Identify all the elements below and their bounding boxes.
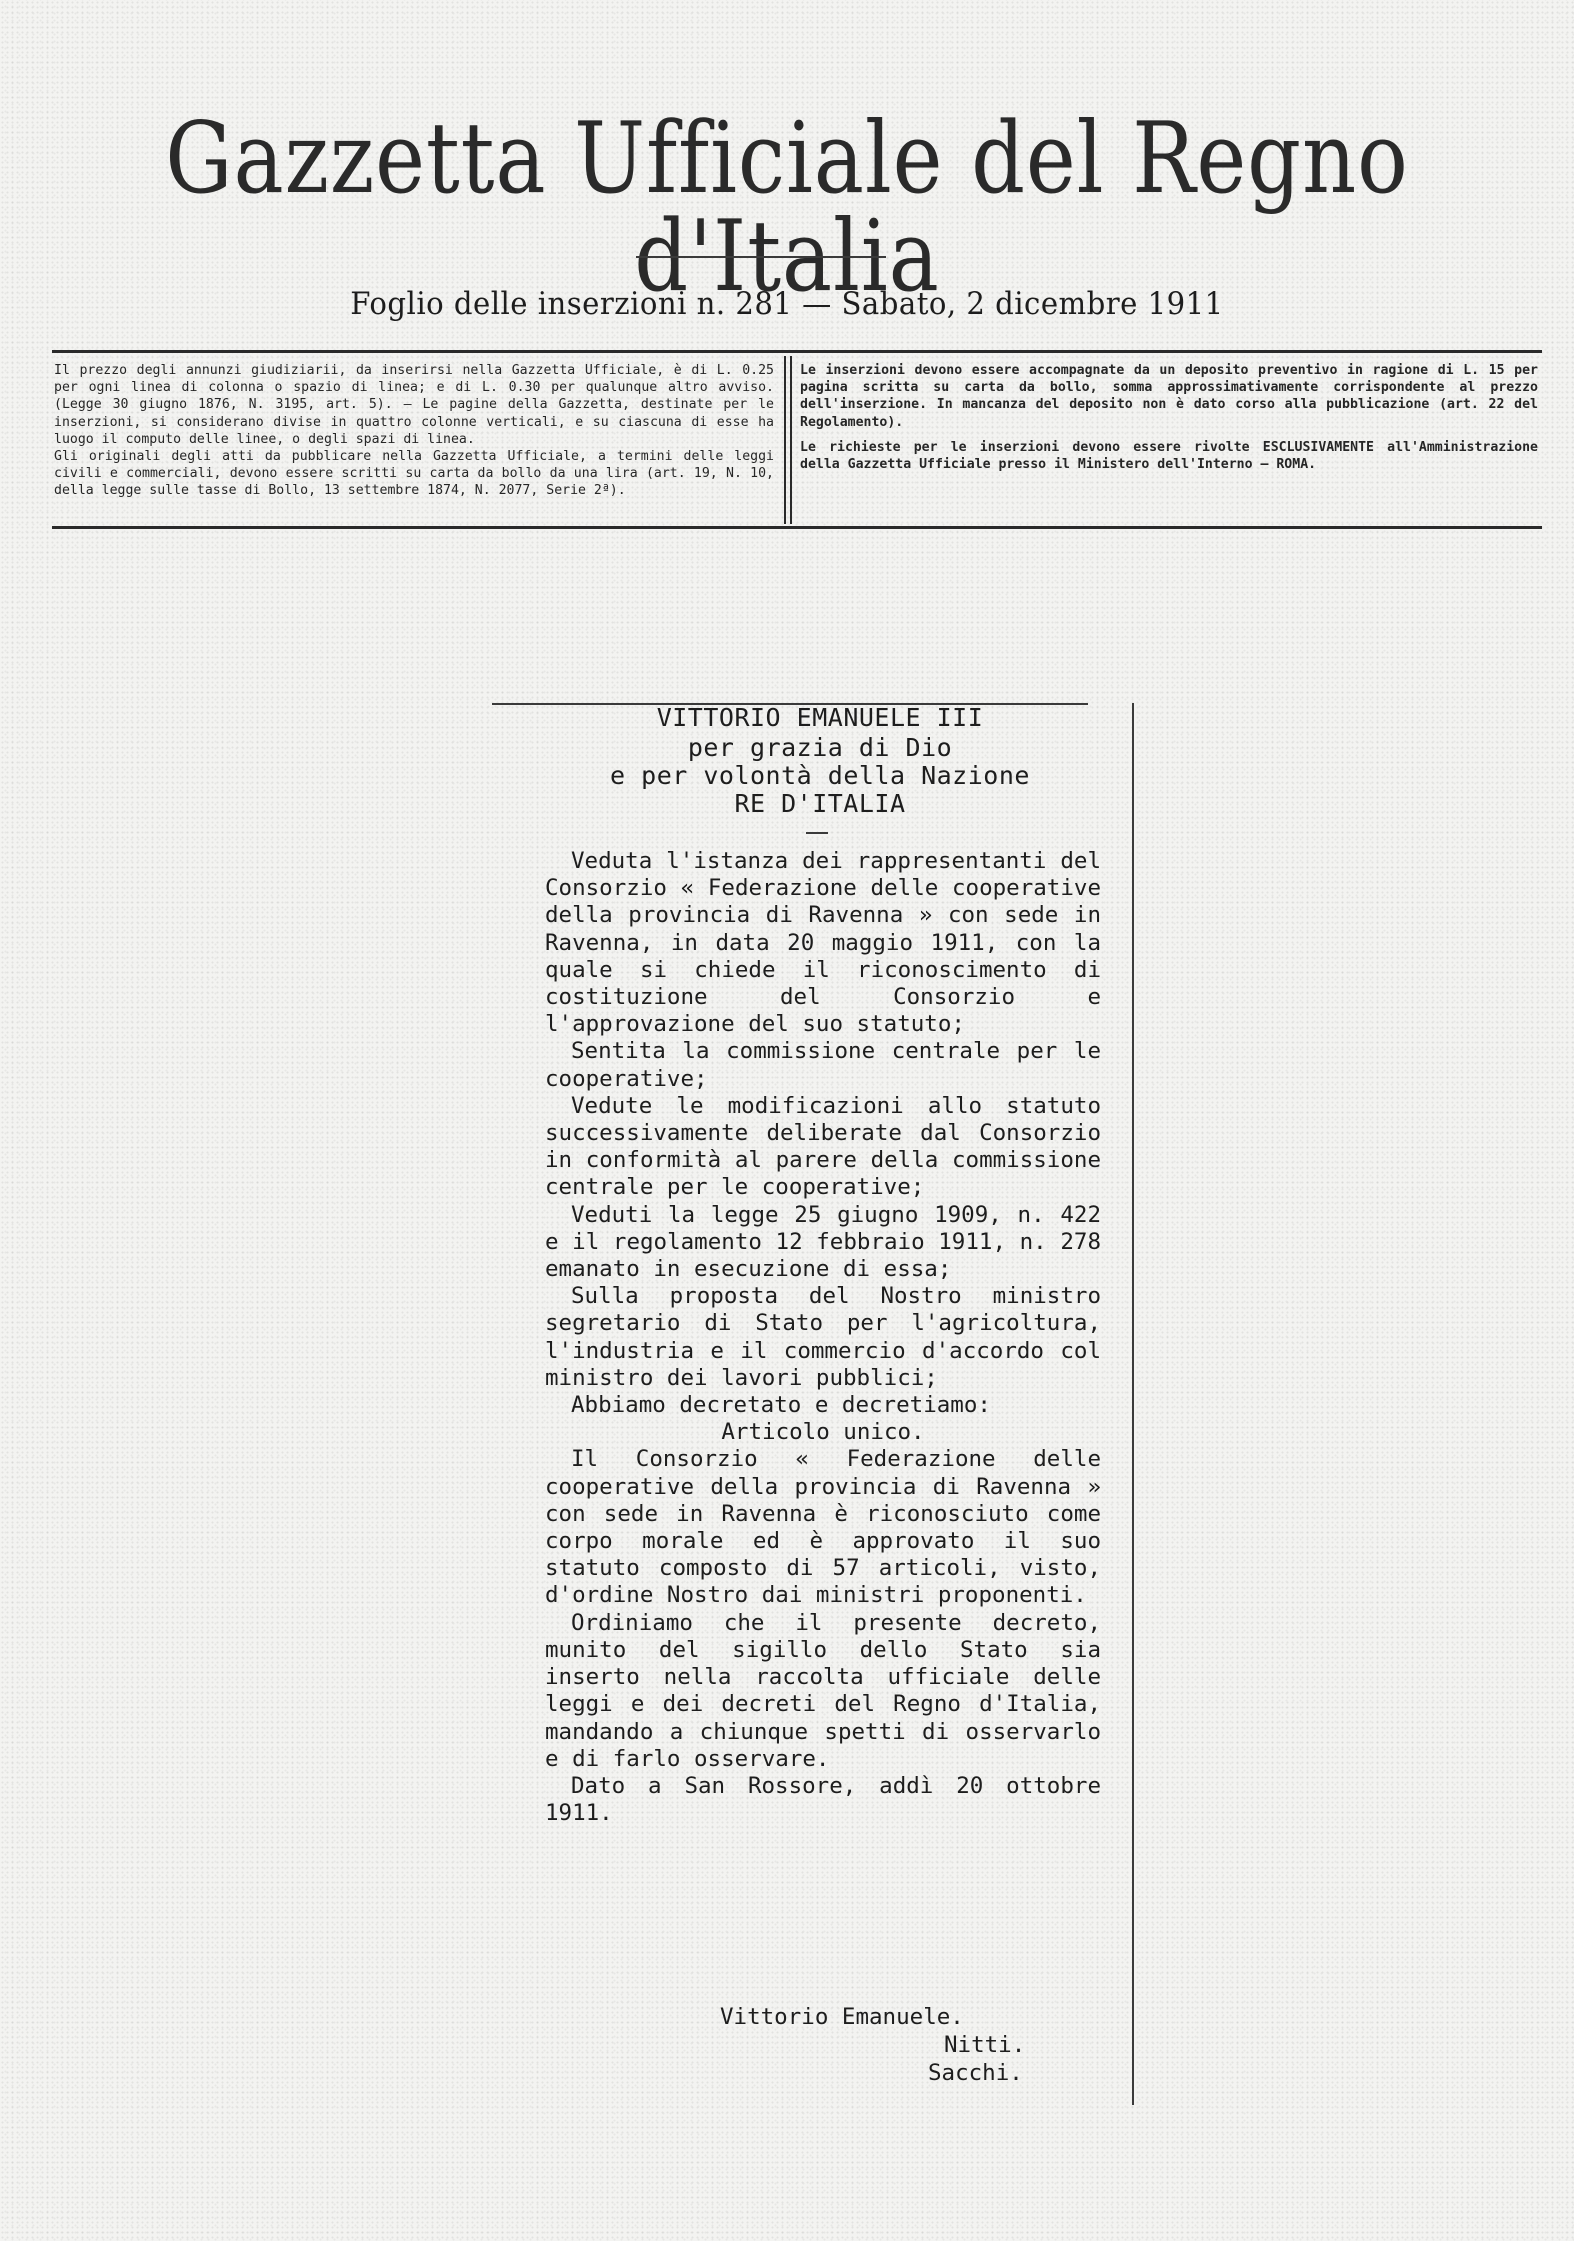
decree-king: VITTORIO EMANUELE III	[656, 703, 984, 732]
masthead-title: Gazzetta Ufficiale del Regno d'Italia	[165, 102, 1409, 314]
column-divider-2	[790, 356, 792, 524]
column-divider	[784, 356, 786, 524]
recital-4: Veduti la legge 25 giugno 1909, n. 422 e il regolamento 12 febbraio 1911, n. 278 emanato in esecuzione di essa;	[545, 1201, 1101, 1283]
top-rule	[52, 350, 1542, 353]
recital-1: Veduta l'istanza dei rappresentanti del Consorzio « Federazione delle cooperative della provincia di Ravenna » con sede in Ravenna, in data 20 maggio 1911, con la quale si chiede il riconoscimento di costituzione del Consorzio e l'approvazione del suo statuto;	[545, 848, 1101, 1038]
decree-grace: per grazia di Dio	[687, 733, 953, 762]
dated-at: Dato a San Rossore, addì 20 ottobre 1911.	[545, 1772, 1101, 1827]
recital-5: Sulla proposta del Nostro ministro segretario di Stato per l'agricoltura, l'industria e il commercio d'accordo col ministro dei lavori pubblici;	[545, 1283, 1101, 1391]
signature-king: Vittorio Emanuele.	[720, 2004, 964, 2030]
article-heading: Articolo unico.	[721, 1419, 925, 1446]
order-text: Ordiniamo che il presente decreto, munito del sigillo dello Stato sia inserto nella raccolta ufficiale delle leggi e dei decreti del Regno d'Italia, mandando a chiunque spetti di osservarlo e di farlo osservare.	[545, 1609, 1101, 1772]
title-dash	[806, 832, 828, 834]
notice-right-requests: Le richieste per le inserzioni devono essere rivolte ESCLUSIVAMENTE all'Amministrazione della Gazzetta Ufficiale presso il Ministero dell'Interno — ROMA.	[800, 439, 1538, 473]
enacting-formula: Abbiamo decretato e decretiamo:	[571, 1392, 991, 1419]
notice-left-pricing: Il prezzo degli annunzi giudiziarii, da inserirsi nella Gazzetta Ufficiale, è di L. 0.25 per ogni linea di colonna o spazio di linea; e di L. 0.30 per qualunque altro avviso. (Legge 30 giugno 1876, N. 3195, art. 5). — Le pagine della Gazzetta, destinate per le inserzioni, si considerano divise in quattro colonne verticali, e su ciascuna di esse ha luogo il computo delle linee, o degli spazi di linea.	[54, 363, 774, 447]
notice-right-deposit: Le inserzioni devono essere accompagnate da un deposito preventivo in ragione di L. 15 per pagina scritta su carta da bollo, somma approssimativamente corrispondente al prezzo dell'inserzione. In mancanza del deposito non è dato corso alla pubblicazione (art. 22 del Regolamento).	[800, 363, 1538, 430]
notice-left	[54, 362, 774, 518]
issue-line: Foglio delle inserzioni n. 281 — Sabato, 2 dicembre 1911	[350, 286, 1224, 322]
clipping-right-rule	[1132, 703, 1134, 2105]
masthead-rule	[636, 256, 886, 258]
recital-2: Sentita la commissione centrale per le cooperative;	[545, 1038, 1101, 1092]
recital-3: Vedute le modificazioni allo statuto successivamente deliberate dal Consorzio in conformità al parere della commissione centrale per le cooperative;	[545, 1092, 1101, 1201]
notice-left-originals: Gli originali degli atti da pubblicare nella Gazzetta Ufficiale, a termini delle leggi civili e commerciali, devono essere scritti su carta da bollo da una lira (art. 19, N. 10, della legge sulle tasse di Bollo, 13 settembre 1874, N. 2077, Serie 2ª).	[54, 449, 774, 499]
bottom-rule	[52, 526, 1542, 529]
decree-will: e per volontà della Nazione	[610, 761, 1030, 790]
signature-sacchi: Sacchi.	[928, 2060, 1023, 2086]
notice-right	[800, 362, 1538, 518]
decree-title: RE D'ITALIA	[734, 789, 906, 818]
decree-body	[545, 848, 1101, 1827]
signature-nitti: Nitti.	[944, 2032, 1026, 2058]
article-text: Il Consorzio « Federazione delle cooperative della provincia di Ravenna » con sede in Ravenna è riconosciuto come corpo morale ed è approvato il suo statuto composto di 57 articoli, visto, d'ordine Nostro dai ministri proponenti.	[545, 1446, 1101, 1609]
